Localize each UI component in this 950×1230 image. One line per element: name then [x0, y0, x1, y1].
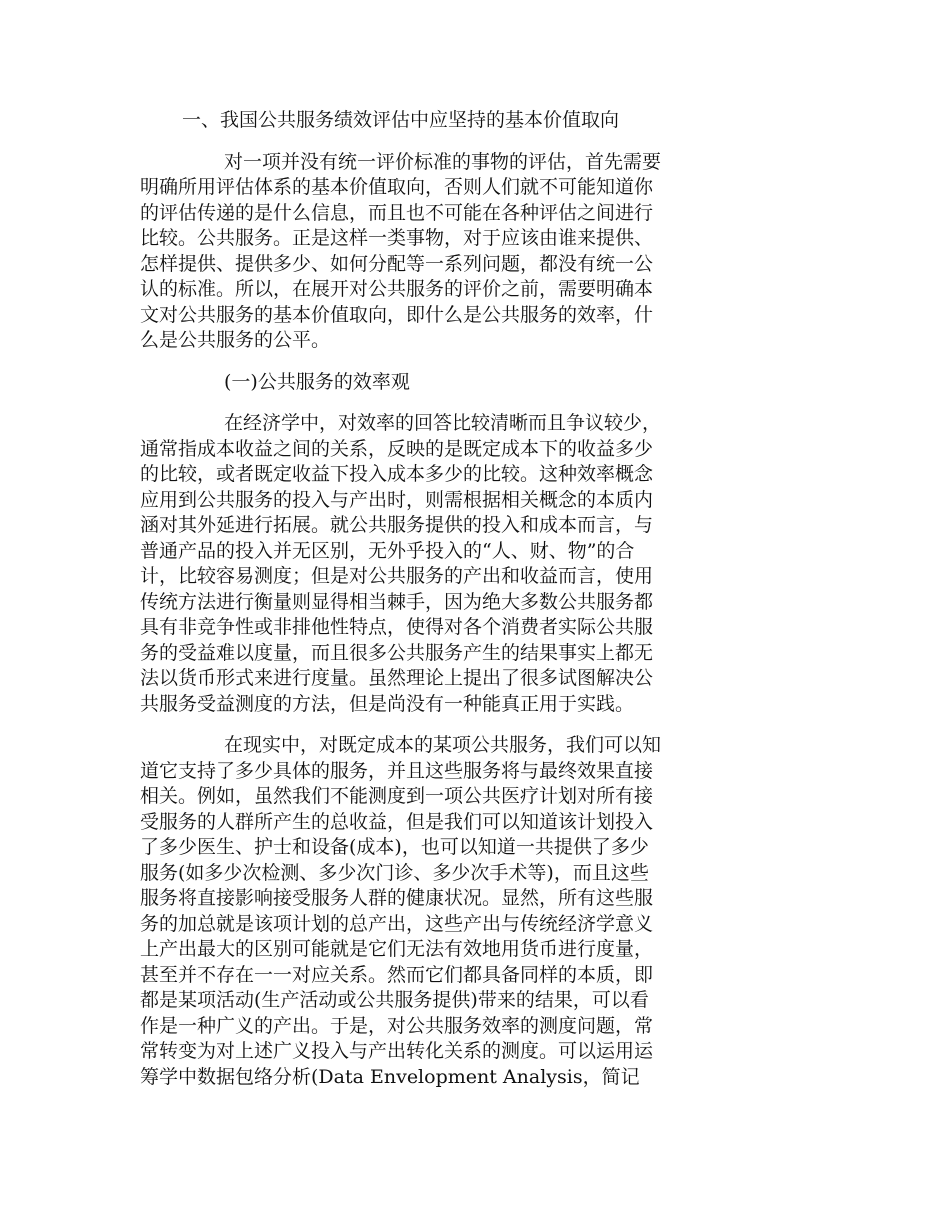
text-line: 普通产品的投入并无区别，无外乎投入的“人、财、物”的合	[140, 539, 635, 562]
text-line: 应用到公共服务的投入与产出时，则需根据相关概念的本质内	[140, 488, 654, 511]
text-line: 作是一种广义的产出。于是，对公共服务效率的测度问题，常	[140, 1014, 654, 1037]
section-heading: 一、我国公共服务绩效评估中应坚持的基本价值取向	[182, 109, 620, 131]
text-line: 涵对其外延进行拓展。就公共服务提供的投入和成本而言，与	[140, 514, 654, 536]
text-line: 具有非竞争性或非排他性特点，使得对各个消费者实际公共服	[140, 616, 654, 638]
subsection-heading: (一)公共服务的效率观	[224, 370, 410, 393]
text-line: 法以货币形式来进行度量。虽然理论上提出了很多试图解决公	[140, 667, 654, 689]
paragraph-reality	[140, 733, 740, 1090]
text-line: 筹学中数据包络分析(Data Envelopment Analysis，简记	[140, 1065, 640, 1088]
text-line: 比较。公共服务。正是这样一类事物，对于应该由谁来提供、	[140, 227, 654, 249]
text-line: 相关。例如，虽然我们不能测度到一项公共医疗计划对所有接	[140, 785, 654, 807]
text-line: 的评估传递的是什么信息，而且也不可能在各种评估之间进行	[140, 201, 654, 224]
text-line: 了多少医生、护士和设备(成本)，也可以知道一共提供了多少	[140, 836, 649, 858]
text-line: 务的加总就是该项计划的总产出，这些产出与传统经济学意义	[140, 912, 654, 935]
paragraph-intro	[140, 150, 740, 354]
text-line: 常转变为对上述广义投入与产出转化关系的测度。可以运用运	[140, 1040, 654, 1062]
text-line: 计，比较容易测度；但是对公共服务的产出和收益而言，使用	[140, 565, 654, 587]
text-line: 么是公共服务的公平。	[140, 329, 331, 351]
text-line: 务的受益难以度量，而且很多公共服务产生的结果事实上都无	[140, 641, 654, 664]
text-line: 传统方法进行衡量则显得相当棘手，因为绝大多数公共服务都	[140, 590, 654, 613]
text-line: 在经济学中，对效率的回答比较清晰而且争议较少，	[224, 412, 662, 434]
text-line: 怎样提供、提供多少、如何分配等一系列问题，都没有统一公	[140, 252, 654, 275]
text-line: 的比较，或者既定收益下投入成本多少的比较。这种效率概念	[140, 463, 654, 485]
text-line: 服务将直接影响接受服务人群的健康状况。显然，所有这些服	[140, 887, 654, 909]
text-line: 共服务受益测度的方法，但是尚没有一种能真正用于实践。	[140, 692, 635, 715]
text-line: 认的标准。所以，在展开对公共服务的评价之前，需要明确本	[140, 278, 654, 300]
text-line: 上产出最大的区别可能就是它们无法有效地用货币进行度量，	[140, 938, 654, 960]
text-line: 道它支持了多少具体的服务，并且这些服务将与最终效果直接	[140, 759, 654, 782]
text-line: 通常指成本收益之间的关系，反映的是既定成本下的收益多少	[140, 437, 654, 460]
text-line: 对一项并没有统一评价标准的事物的评估，首先需要	[224, 150, 662, 173]
text-line: 文对公共服务的基本价值取向，即什么是公共服务的效率，什	[140, 303, 654, 326]
text-line: 甚至并不存在一一对应关系。然而它们都具备同样的本质，即	[140, 963, 654, 986]
text-line: 服务(如多少次检测、多少次门诊、多少次手术等)，而且这些	[140, 861, 649, 884]
document-page	[140, 108, 740, 1106]
text-line: 在现实中，对既定成本的某项公共服务，我们可以知	[224, 734, 662, 756]
text-line: 明确所用评估体系的基本价值取向，否则人们就不可能知道你	[140, 176, 654, 198]
paragraph-efficiency	[140, 411, 740, 717]
text-line: 都是某项活动(生产活动或公共服务提供)带来的结果，可以看	[140, 989, 649, 1011]
text-line: 受服务的人群所产生的总收益，但是我们可以知道该计划投入	[140, 810, 654, 833]
